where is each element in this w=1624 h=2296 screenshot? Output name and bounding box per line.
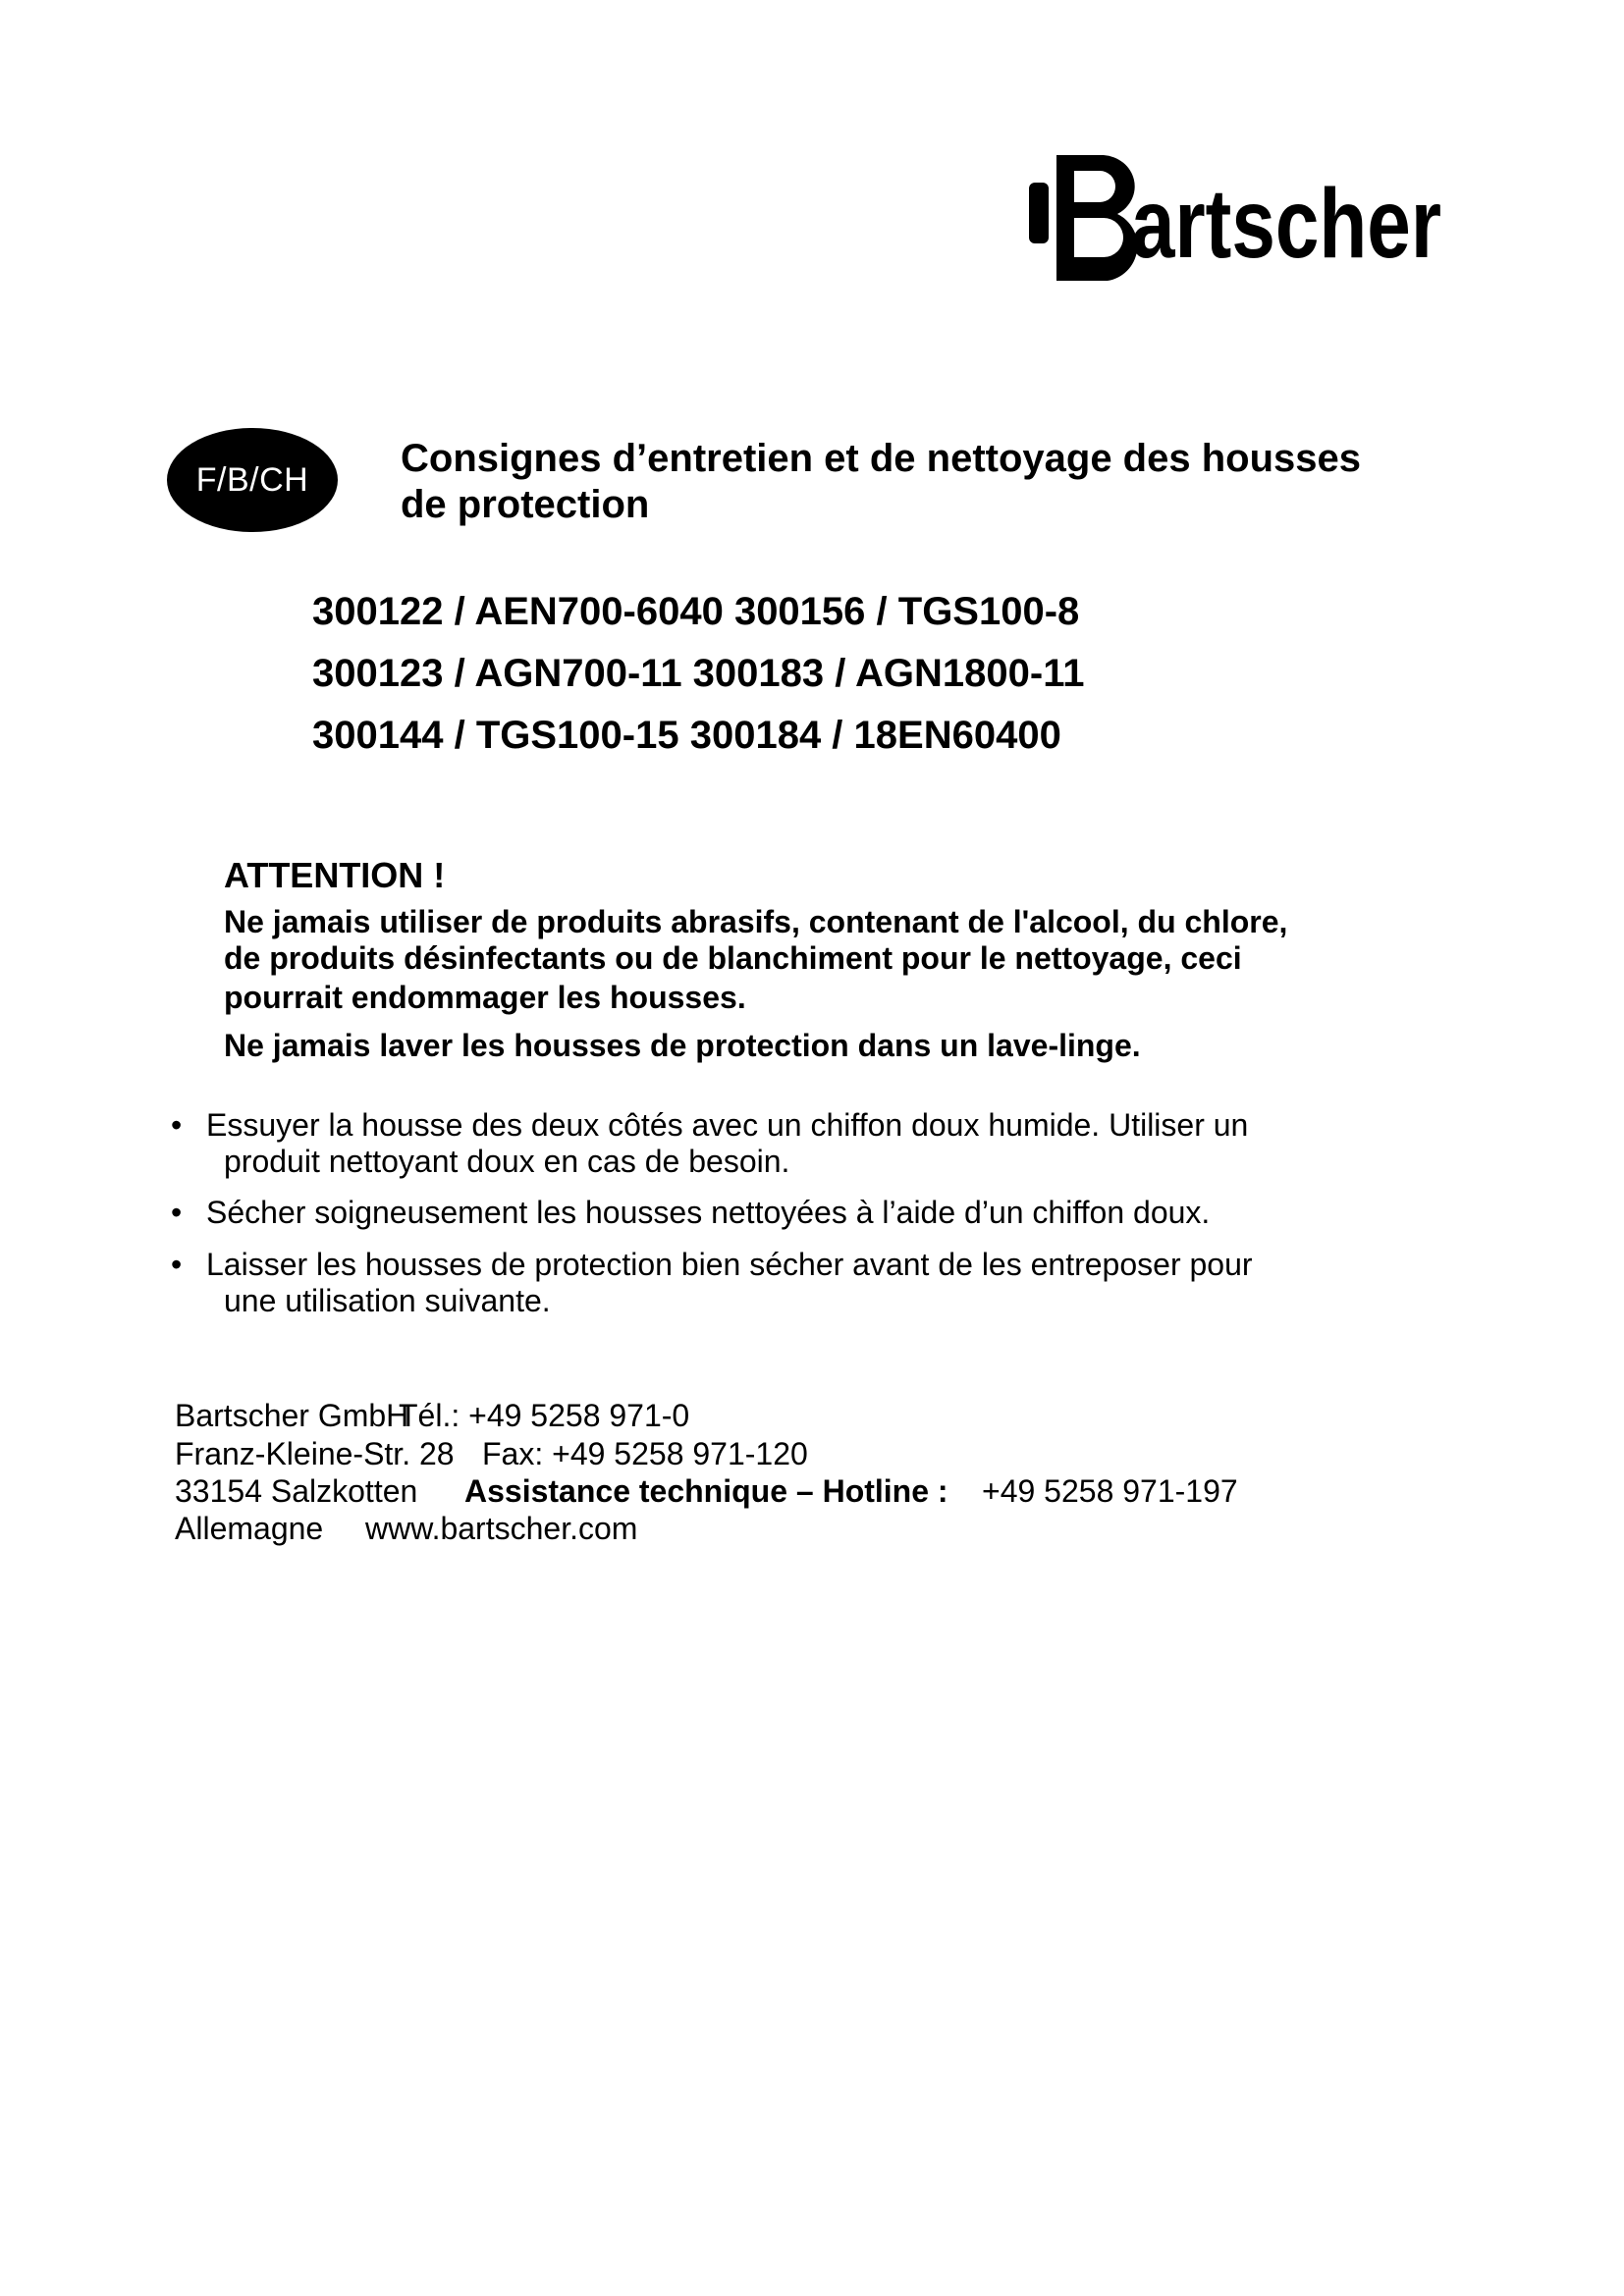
contact-fax: Fax: +49 5258 971-120 [482,1436,808,1471]
attention-text-line: Ne jamais utiliser de produits abrasifs, contenant de l'alcool, du chlore, [224,904,1288,939]
attention-text-line: de produits désinfectants ou de blanchiment pour le nettoyage, ceci [224,940,1242,976]
bartscher-logo-icon [1029,147,1441,285]
instruction-2-line-1: Sécher soigneusement les housses nettoyées à l’aide d’un chiffon doux. [206,1195,1211,1230]
document-title-line-1: Consignes d’entretien et de nettoyage des housses [401,437,1362,480]
contact-hotline-number: +49 5258 971-197 [982,1473,1238,1509]
hotline-label-text: Assistance technique – Hotline : [464,1473,948,1509]
model-numbers-line: 300123 / AGN700-11 300183 / AGN1800-11 [312,652,1085,695]
instruction-3-line-1: Laisser les housses de protection bien sécher avant de les entreposer pour [206,1247,1253,1282]
model-numbers-line: 300122 / AEN700-6040 300156 / TGS100-8 [312,590,1080,633]
bullet-point: • [171,1195,183,1230]
attention-warning-line: Ne jamais laver les housses de protection dans un lave-linge. [224,1028,1141,1063]
bullet-point: • [171,1247,183,1282]
contact-website-link[interactable]: www.bartscher.com [365,1511,638,1546]
contact-city: 33154 Salzkotten [175,1473,418,1509]
language-badge: F/B/CH [167,428,338,532]
model-numbers-line: 300144 / TGS100-15 300184 / 18EN60400 [312,714,1061,757]
bartscher-logo [1029,147,1441,285]
document-title-line-2: de protection [401,483,650,526]
svg-text:artscher: artscher [1131,169,1441,279]
contact-company: Bartscher GmbH [175,1398,409,1433]
contact-country: Allemagne [175,1511,324,1546]
attention-text-line: pourrait endommager les housses. [224,980,746,1015]
contact-street: Franz-Kleine-Str. 28 [175,1436,455,1471]
instruction-1-line-2: produit nettoyant doux en cas de besoin. [224,1144,790,1179]
bullet-point: • [171,1107,183,1143]
attention-heading: ATTENTION ! [224,855,446,895]
contact-telephone: Tél.: +49 5258 971-0 [399,1398,690,1433]
contact-hotline-label [464,1472,948,1510]
instruction-1-line-1: Essuyer la housse des deux côtés avec un chiffon doux humide. Utiliser un [206,1107,1249,1143]
instruction-3-line-2: une utilisation suivante. [224,1283,551,1318]
